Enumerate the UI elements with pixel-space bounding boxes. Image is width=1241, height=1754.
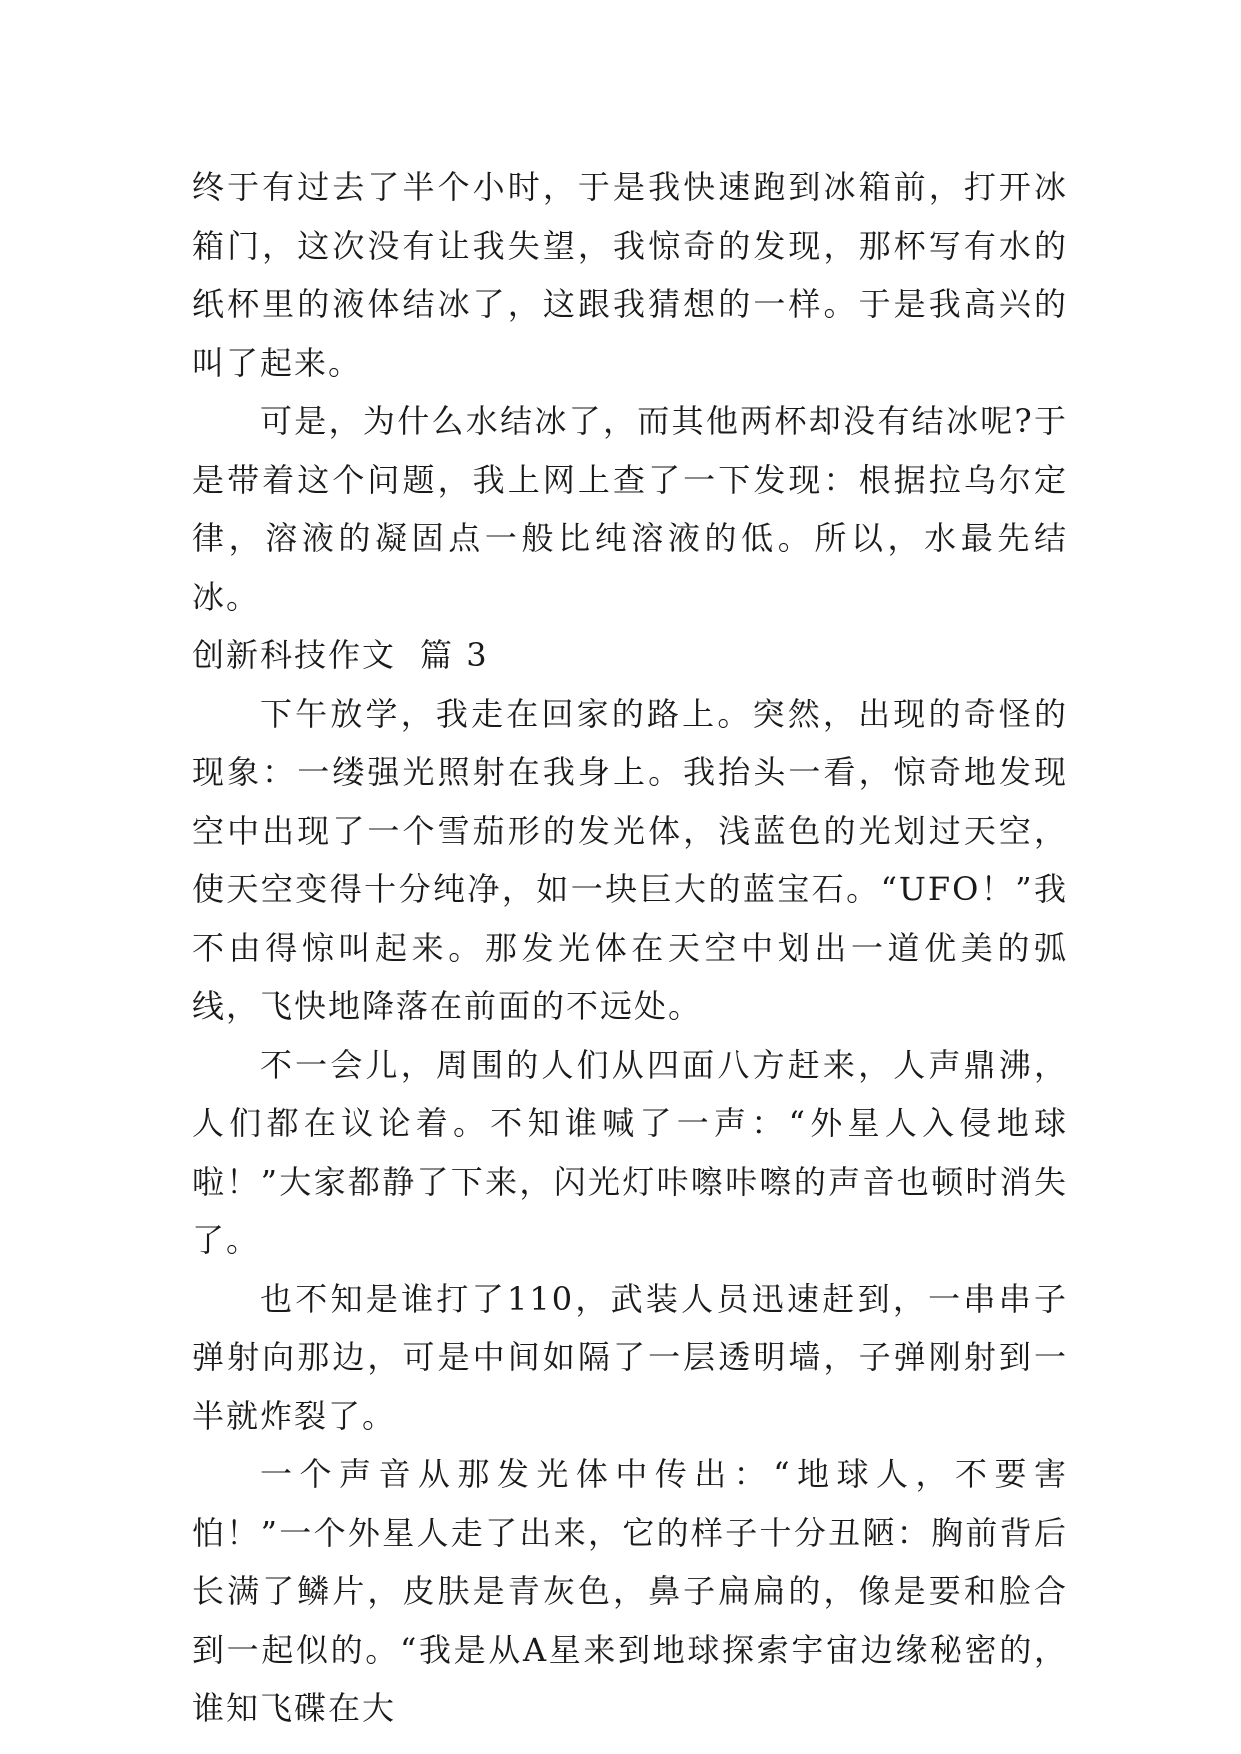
section-heading <box>192 626 1068 685</box>
paragraph-4: 不一会儿，周围的人们从四面八方赶来，人声鼎沸，人们都在议论着。不知谁喊了一声：“外星人入侵地球啦！”大家都静了下来，闪光灯咔嚓咔嚓的声音也顿时消失了。 <box>192 1045 1068 1259</box>
document-body <box>192 158 1068 1738</box>
paragraph-1: 终于有过去了半个小时，于是我快速跑到冰箱前，打开冰箱门，这次没有让我失望，我惊奇的发现，那杯写有水的纸杯里的液体结冰了，这跟我猜想的一样。于是我高兴的叫了起来。 <box>192 168 1068 382</box>
paragraph-5: 也不知是谁打了110，武装人员迅速赶到，一串串子弹射向那边，可是中间如隔了一层透明墙，子弹刚射到一半就炸裂了。 <box>192 1279 1068 1435</box>
paragraph-6: 一个声音从那发光体中传出：“地球人，不要害怕！”一个外星人走了出来，它的样子十分丑陋：胸前背后长满了鳞片，皮肤是青灰色，鼻子扁扁的，像是要和脸合到一起似的。“我是从A星来到地球探索宇宙边缘秘密的，谁知飞碟在大 <box>192 1455 1068 1727</box>
paragraph-2: 可是，为什么水结冰了，而其他两杯却没有结冰呢?于是带着这个问题，我上网上查了一下发现：根据拉乌尔定律，溶液的凝固点一般比纯溶液的低。所以，水最先结冰。 <box>192 402 1068 616</box>
section-heading-title: 创新科技作文 <box>192 636 397 674</box>
paragraph-3: 下午放学，我走在回家的路上。突然，出现的奇怪的现象：一缕强光照射在我身上。我抬头一看，惊奇地发现空中出现了一个雪茄形的发光体，浅蓝色的光划过天空，使天空变得十分纯净，如一块巨大的蓝宝石。“UFO！”我不由得惊叫起来。那发光体在天空中划出一道优美的弧线，飞快地降落在前面的不远处。 <box>192 694 1068 1025</box>
section-heading-number: 篇 3 <box>420 636 489 674</box>
